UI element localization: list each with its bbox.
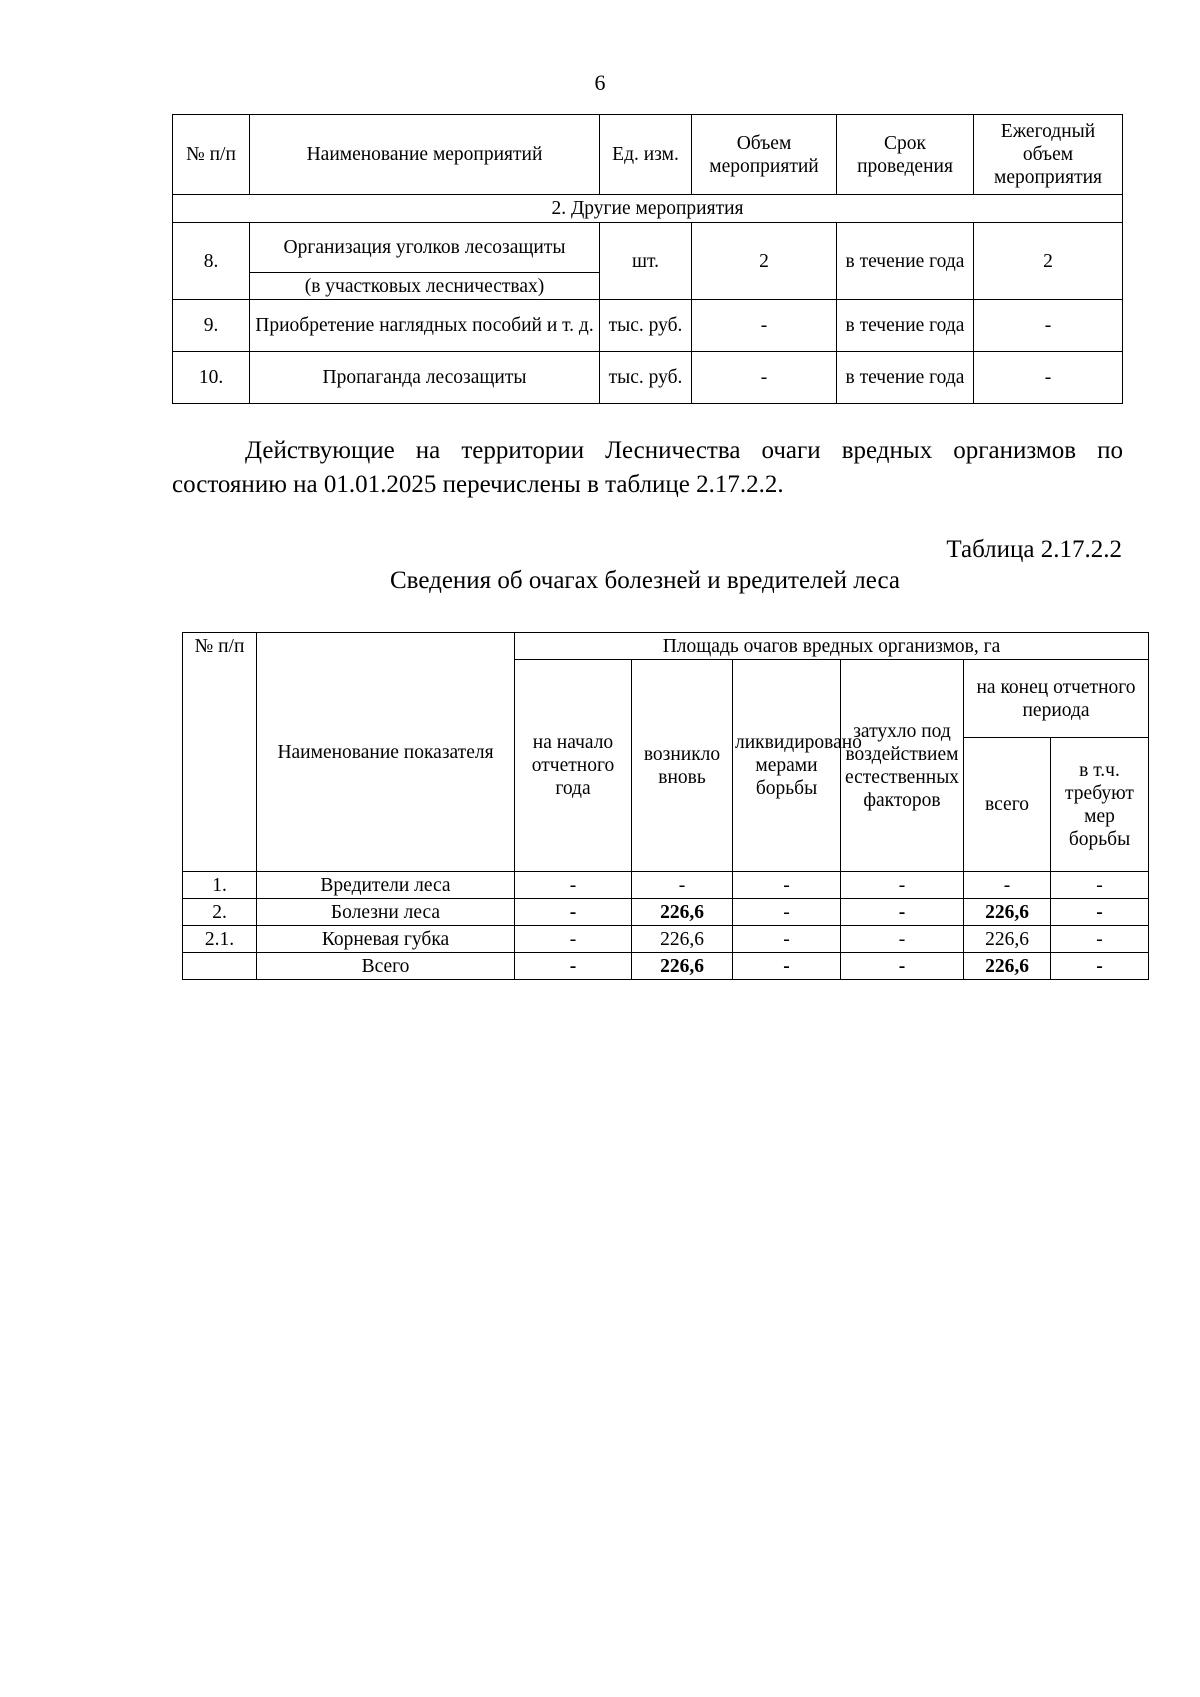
- table-row-total: [183, 953, 1149, 980]
- header-num: № п/п: [183, 633, 257, 872]
- header-start: на начало отчетного года: [515, 660, 632, 872]
- cell-annual: -: [974, 352, 1123, 404]
- page-number: 6: [594, 70, 606, 95]
- cell-num: 2.1.: [183, 926, 257, 953]
- cell-need: -: [1051, 899, 1149, 926]
- cell-natural: -: [841, 953, 964, 980]
- header-end-total: всего: [964, 738, 1051, 872]
- cell-num: 9.: [173, 300, 250, 352]
- cell-unit: тыс. руб.: [600, 300, 692, 352]
- cell-volume: 2: [692, 223, 837, 300]
- measures-table: [172, 114, 1123, 404]
- cell-term: в течение года: [837, 352, 974, 404]
- cell-annual: -: [974, 300, 1123, 352]
- cell-name: Пропаганда лесозащиты: [250, 352, 600, 404]
- cell-num: [183, 953, 257, 980]
- cell-term: в течение года: [837, 300, 974, 352]
- section-title: 2. Другие мероприятия: [173, 195, 1123, 223]
- cell-total: -: [964, 872, 1051, 899]
- header-term: Срок проведения: [837, 115, 974, 195]
- section-row: [173, 195, 1123, 223]
- cell-liquidated: -: [733, 953, 841, 980]
- cell-liquidated: -: [733, 926, 841, 953]
- cell-volume: -: [692, 352, 837, 404]
- table-title: Сведения об очагах болезней и вредителей леса: [390, 567, 900, 594]
- cell-natural: -: [841, 926, 964, 953]
- cell-total: 226,6: [964, 953, 1051, 980]
- header-name: Наименование показателя: [257, 633, 515, 872]
- table-row: [173, 352, 1123, 404]
- cell-unit: тыс. руб.: [600, 352, 692, 404]
- table-header-row: [183, 633, 1149, 660]
- header-end-need: в т.ч. требуют мер борьбы: [1051, 738, 1149, 872]
- cell-name: Приобретение наглядных пособий и т. д.: [250, 300, 600, 352]
- table-row: [183, 926, 1149, 953]
- cell-new: 226,6: [632, 953, 733, 980]
- cell-num: 8.: [173, 223, 250, 300]
- pest-foci-table: [182, 632, 1149, 980]
- header-annual: Ежегодный объем мероприятия: [974, 115, 1123, 195]
- cell-liquidated: -: [733, 899, 841, 926]
- cell-term: в течение года: [837, 223, 974, 300]
- header-unit: Ед. изм.: [600, 115, 692, 195]
- cell-new: 226,6: [632, 899, 733, 926]
- header-liquidated: ликвидировано мерами борьбы: [733, 660, 841, 872]
- cell-num: 1.: [183, 872, 257, 899]
- cell-natural: -: [841, 899, 964, 926]
- cell-name: Всего: [257, 953, 515, 980]
- table-row: [183, 872, 1149, 899]
- cell-new: -: [632, 872, 733, 899]
- cell-total: 226,6: [964, 926, 1051, 953]
- cell-start: -: [515, 953, 632, 980]
- cell-name: Корневая губка: [257, 926, 515, 953]
- table-caption: Таблица 2.17.2.2: [946, 536, 1122, 563]
- header-natural: затухло под воздействием естественных факторов: [841, 660, 964, 872]
- cell-num: 10.: [173, 352, 250, 404]
- header-volume: Объем мероприятий: [692, 115, 837, 195]
- cell-num: 2.: [183, 899, 257, 926]
- cell-new: 226,6: [632, 926, 733, 953]
- header-area-group: Площадь очагов вредных организмов, га: [515, 633, 1149, 660]
- header-end-group: на конец отчетного периода: [964, 660, 1149, 738]
- cell-start: -: [515, 872, 632, 899]
- header-new: возникло вновь: [632, 660, 733, 872]
- cell-annual: 2: [974, 223, 1123, 300]
- table-row: [173, 300, 1123, 352]
- cell-start: -: [515, 926, 632, 953]
- cell-unit: шт.: [600, 223, 692, 300]
- body-paragraph: Действующие на территории Лесничества очаги вредных организмов по состоянию на 01.01.2025 перечислены в таблице 2.17.2.2.: [172, 437, 1123, 498]
- table-row: [183, 899, 1149, 926]
- cell-need: -: [1051, 872, 1149, 899]
- cell-name: Организация уголков лесозащиты: [250, 223, 600, 273]
- cell-liquidated: -: [733, 872, 841, 899]
- table-row: [173, 223, 1123, 273]
- table-header-row: [173, 115, 1123, 195]
- cell-natural: -: [841, 872, 964, 899]
- cell-name-sub: (в участковых лесничествах): [250, 273, 600, 300]
- cell-need: -: [1051, 926, 1149, 953]
- header-name: Наименование мероприятий: [250, 115, 600, 195]
- cell-volume: -: [692, 300, 837, 352]
- header-num: № п/п: [173, 115, 250, 195]
- cell-need: -: [1051, 953, 1149, 980]
- cell-total: 226,6: [964, 899, 1051, 926]
- cell-start: -: [515, 899, 632, 926]
- cell-name: Болезни леса: [257, 899, 515, 926]
- cell-name: Вредители леса: [257, 872, 515, 899]
